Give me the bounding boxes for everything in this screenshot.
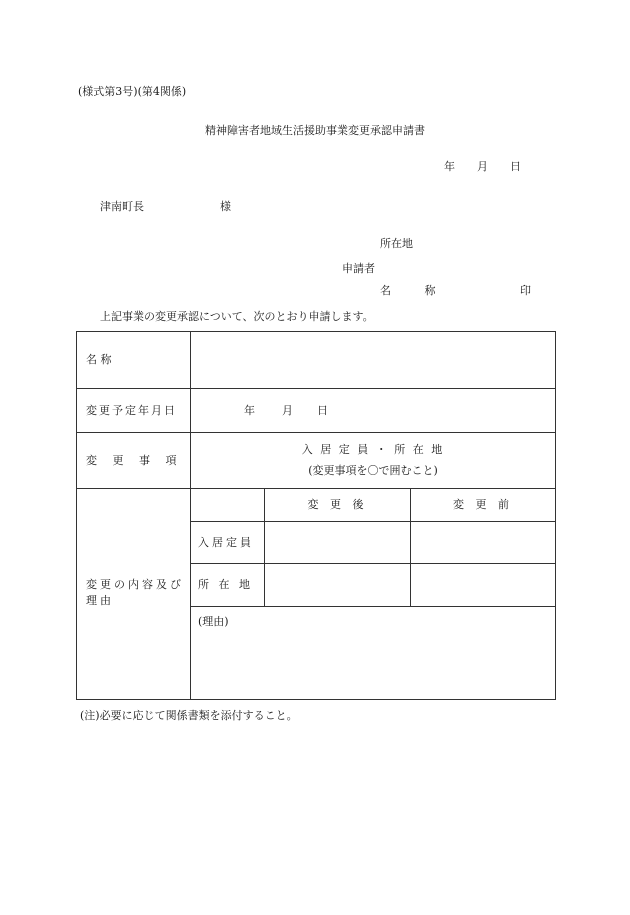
date-year-label: 年	[444, 160, 455, 173]
addressee-honorific: 様	[220, 200, 231, 213]
change-items-label: 変 更 事 項	[86, 454, 183, 467]
table-border-right	[555, 331, 556, 700]
table-border-bottom	[76, 699, 556, 700]
form-reference: (様式第3号)(第4関係)	[78, 85, 187, 98]
inner-row-divider-3	[190, 606, 556, 607]
reason-label: (理由)	[198, 615, 229, 628]
after-change-header: 変 更 後	[307, 498, 368, 511]
location-row-label: 所 在 地	[198, 578, 253, 591]
scheduled-date-day: 日	[317, 404, 328, 417]
location-before-field[interactable]	[411, 564, 555, 606]
change-items-note: (変更事項を〇で囲むこと)	[308, 464, 438, 477]
capacity-after-field[interactable]	[265, 522, 410, 563]
location-after-field[interactable]	[265, 564, 410, 606]
applicant-location-label: 所在地	[380, 237, 413, 250]
change-items-options: 入 居 定 員 ・ 所 在 地	[301, 443, 445, 456]
table-border-left	[76, 331, 77, 700]
name-row-label: 名 称	[86, 353, 112, 366]
row-divider-1	[76, 388, 556, 389]
intro-statement: 上記事業の変更承認について、次のとおり申請します。	[100, 310, 374, 323]
seal-mark: 印	[520, 284, 531, 297]
application-date	[444, 161, 521, 172]
scheduled-date-year: 年	[244, 404, 255, 417]
date-day-label: 日	[510, 160, 521, 173]
addressee-name: 津南町長	[100, 200, 144, 213]
capacity-before-field[interactable]	[411, 522, 555, 563]
capacity-row-label: 入居定員	[198, 536, 254, 549]
applicant-label: 申請者	[342, 262, 375, 275]
application-table	[76, 331, 556, 700]
before-change-header: 変 更 前	[453, 498, 513, 511]
footnote: (注)必要に応じて関係書類を添付すること。	[80, 709, 298, 722]
date-month-label: 月	[477, 160, 488, 173]
content-reason-label-line2: 理由	[86, 594, 114, 607]
row-divider-2	[76, 432, 556, 433]
applicant-name-label: 名 称	[380, 284, 451, 297]
row-divider-3	[76, 488, 556, 489]
reason-field[interactable]	[191, 631, 554, 698]
name-value-field[interactable]	[191, 332, 554, 388]
scheduled-date-month: 月	[282, 404, 293, 417]
document-title: 精神障害者地域生活援助事業変更承認申請書	[205, 124, 425, 137]
scheduled-date-label: 変更予定年月日	[86, 404, 177, 417]
content-reason-label-line1: 変更の内容及び	[86, 578, 184, 591]
